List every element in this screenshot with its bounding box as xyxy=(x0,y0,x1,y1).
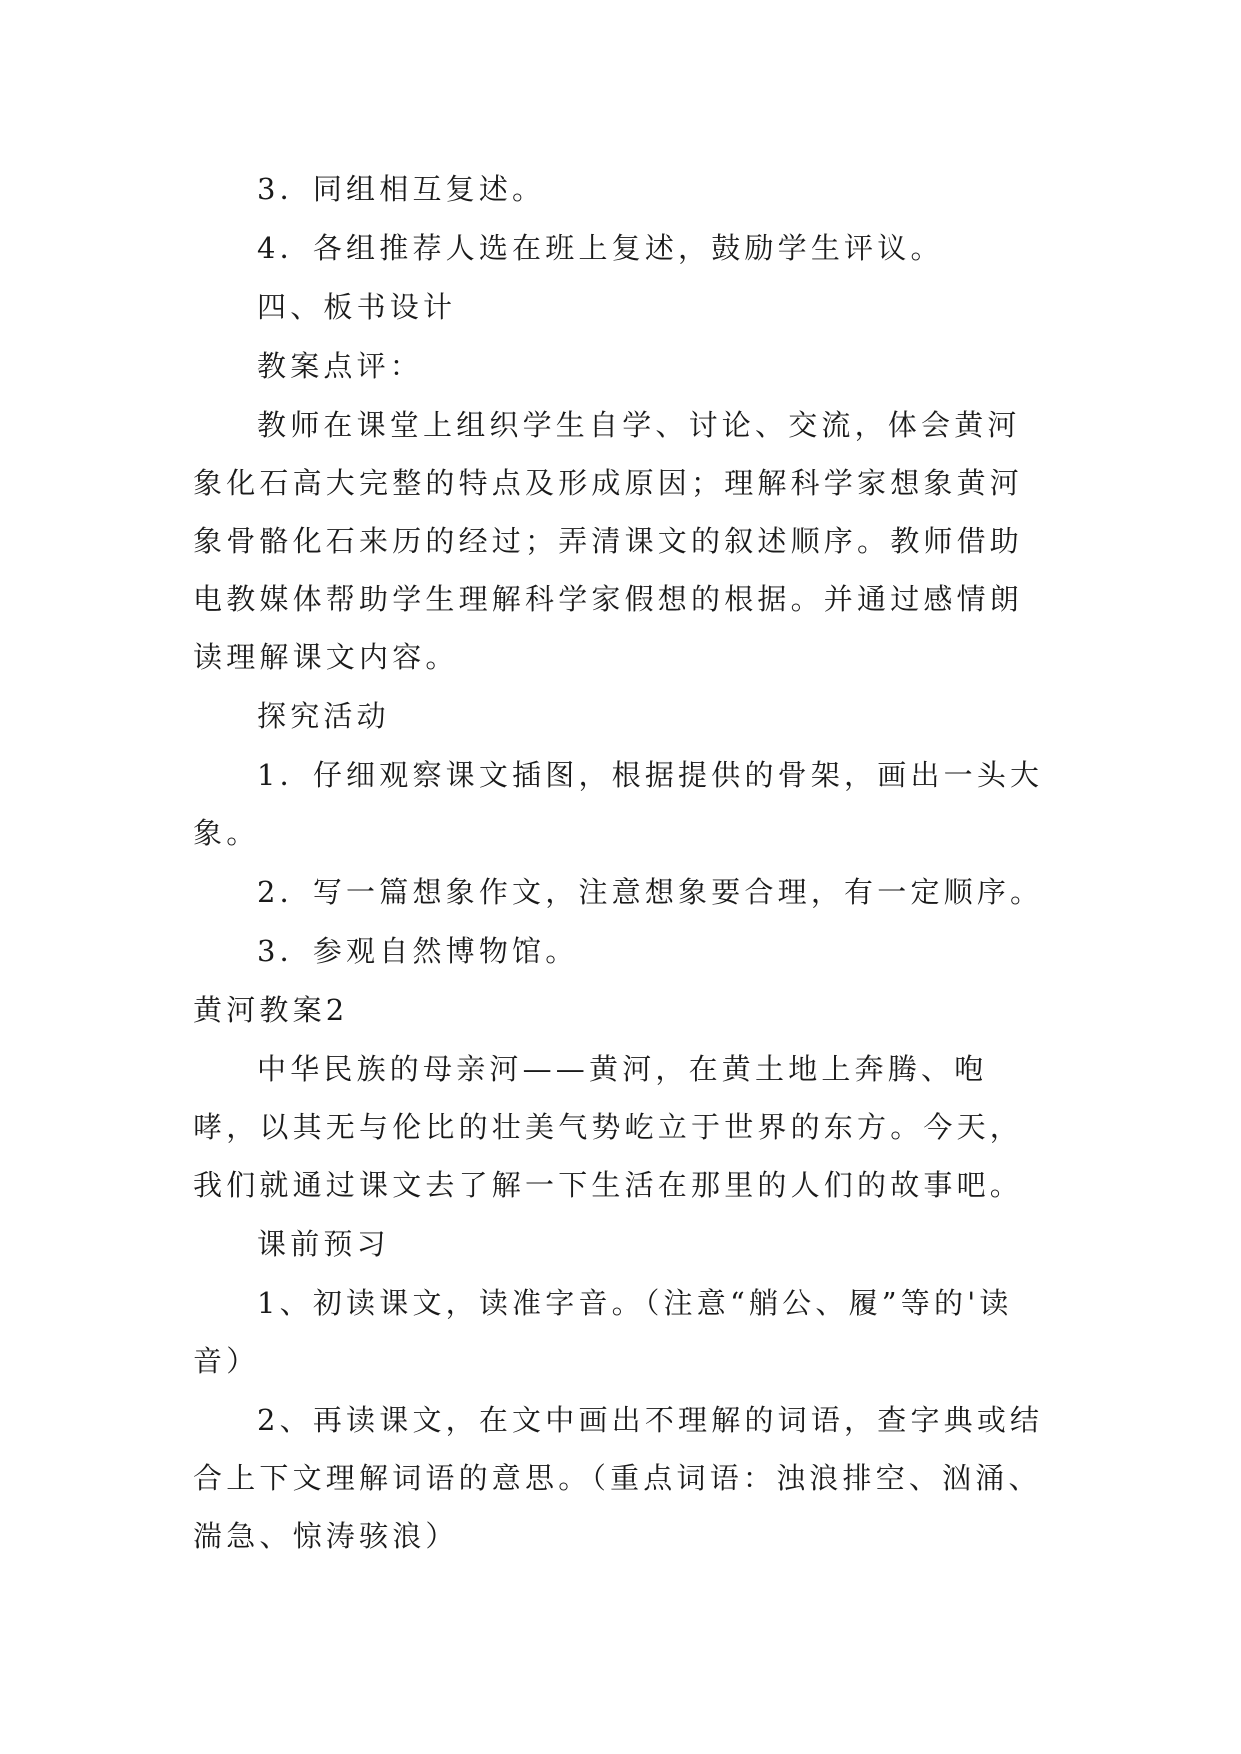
paragraph-lesson-review: 教师在课堂上组织学生自学、讨论、交流，体会黄河象化石高大完整的特点及形成原因；理解科学家想象黄河象骨骼化石来历的经过；弄清课文的叙述顺序。教师借助电教媒体帮助学生理解科学家假想的根据。并通过感情朗读理解课文内容。 xyxy=(193,408,1024,674)
section-heading-lesson-review: 教案点评： xyxy=(257,349,424,383)
preview-item-1: 1、初读课文，读准字音。（注意“艄公、履”等的'读音） xyxy=(193,1286,1013,1378)
section-heading-board-design: 四、板书设计 xyxy=(257,290,457,324)
document-title-lesson-2: 黄河教案2 xyxy=(193,993,349,1027)
activity-item-1: 1．仔细观察课文插图，根据提供的骨架，画出一头大象。 xyxy=(193,758,1044,850)
paragraph-step-4: 4．各组推荐人选在班上复述，鼓励学生评议。 xyxy=(257,231,944,265)
paragraph-introduction: 中华民族的母亲河——黄河，在黄土地上奔腾、咆哮，以其无与伦比的壮美气势屹立于世界的东方。今天，我们就通过课文去了解一下生活在那里的人们的故事吧。 xyxy=(193,1052,1024,1202)
activity-item-2: 2．写一篇想象作文，注意想象要合理，有一定顺序。 xyxy=(257,875,1044,909)
activity-item-3: 3．参观自然博物馆。 xyxy=(257,934,579,968)
paragraph-step-3: 3．同组相互复述。 xyxy=(257,172,546,206)
preview-item-2: 2、再读课文，在文中画出不理解的词语，查字典或结合上下文理解词语的意思。（重点词语：浊浪排空、汹涌、湍急、惊涛骇浪） xyxy=(193,1403,1044,1553)
section-heading-preview: 课前预习 xyxy=(257,1227,390,1261)
document-body xyxy=(193,160,1053,1566)
section-heading-activities: 探究活动 xyxy=(257,699,390,733)
